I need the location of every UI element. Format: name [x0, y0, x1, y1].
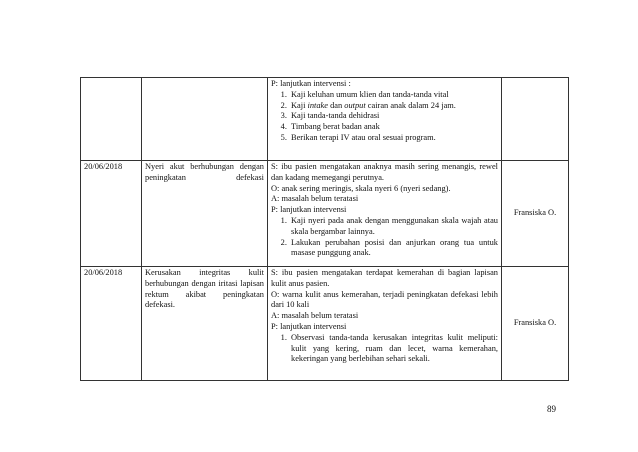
nursing-evaluation-table	[80, 77, 569, 381]
plan-header: P: lanjutkan intervensi :	[271, 79, 351, 88]
plan-item-mid: dan	[327, 100, 345, 110]
plan-list	[271, 333, 498, 365]
soap-objective: O: anak sering meringis, skala nyeri 6 (nyeri sedang).	[271, 183, 451, 193]
soap-subjective: S: ibu pasien mengatakan terdapat kemerahan di bagian lapisan kulit anus pasien.	[271, 268, 498, 288]
plan-item-intake: intake	[307, 100, 328, 110]
soap-objective: O: warna kulit anus kemerahan, terjadi peningkatan defekasi lebih dari 10 kali	[271, 289, 498, 310]
soap-assessment: A: masalah belum teratasi	[271, 194, 359, 204]
diagnosis-cell	[142, 78, 268, 161]
nurse-cell: Fransiska O.	[502, 161, 569, 267]
list-item: 1. Kaji nyeri pada anak dengan menggunakan skala wajah atau skala bergambar lainnya.	[289, 216, 498, 238]
soap-cell	[268, 267, 502, 381]
plan-list	[271, 216, 498, 259]
soap-assessment: A: masalah belum teratasi	[271, 311, 359, 321]
table-row	[81, 161, 569, 267]
plan-item-suffix: cairan anak dalam 24 jam.	[365, 100, 456, 110]
soap-subjective: S: ibu pasien mengatakan anaknya masih sering menangis, rewel dan kadang memegangi perutnya.	[271, 162, 498, 182]
list-item: 2. Lakukan perubahan posisi dan anjurkan orang tua untuk masase punggung anak.	[289, 238, 498, 260]
nurse-cell: Fransiska O.	[502, 267, 569, 381]
soap-cell	[268, 78, 502, 161]
date-cell: 20/06/2018	[81, 267, 142, 381]
table-row	[81, 78, 569, 161]
list-item: 5. Berikan terapi IV atau oral sesuai program.	[289, 133, 498, 144]
table-row	[81, 267, 569, 381]
date-cell	[81, 78, 142, 161]
soap-cell	[268, 161, 502, 267]
plan-header: P: lanjutkan intervensi	[271, 205, 347, 215]
date-cell: 20/06/2018	[81, 161, 142, 267]
nurse-cell	[502, 78, 569, 161]
plan-item-output: output	[344, 100, 366, 110]
list-item: 4. Timbang berat badan anak	[289, 122, 498, 133]
diagnosis-cell: Kerusakan integritas kulit berhubungan dengan iritasi lapisan rektum akibat peningkatan defekasi.	[142, 267, 268, 381]
list-item: 1. Observasi tanda-tanda kerusakan integritas kulit meliputi: kulit yang kering, ruam dan lecet, warna kemerahan, kekeringan yang berlebihan sehari sekali.	[289, 333, 498, 365]
list-item: 1. Kaji keluhan umum klien dan tanda-tanda vital	[289, 90, 498, 101]
plan-item-prefix: Kaji	[291, 100, 308, 110]
list-item	[289, 101, 498, 112]
page-number: 89	[547, 404, 556, 414]
plan-list	[271, 90, 498, 144]
list-item: 3. Kaji tanda-tanda dehidrasi	[289, 111, 498, 122]
plan-header: P: lanjutkan intervensi	[271, 321, 347, 331]
diagnosis-cell: Nyeri akut berhubungan dengan peningkatan defekasi	[142, 161, 268, 267]
